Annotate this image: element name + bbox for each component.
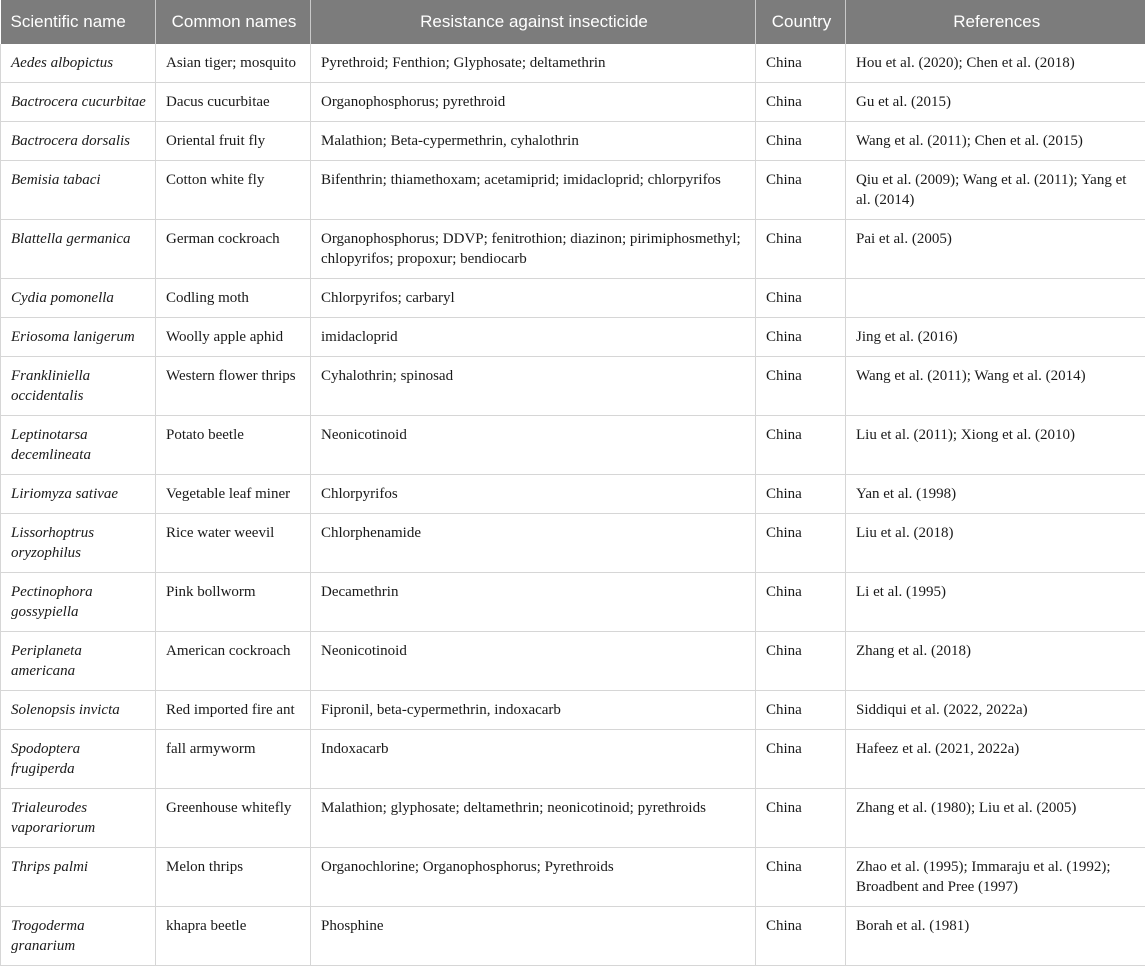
common-name-cell: Dacus cucurbitae	[156, 83, 311, 122]
table-row	[1, 691, 1145, 730]
header-country: Country	[756, 0, 846, 44]
resistance-cell: Malathion; Beta-cypermethrin, cyhalothrin	[311, 122, 756, 161]
resistance-cell: Pyrethroid; Fenthion; Glyphosate; deltamethrin	[311, 44, 756, 83]
common-name-cell: Pink bollworm	[156, 573, 311, 632]
scientific-name-cell: Liriomyza sativae	[1, 475, 156, 514]
scientific-name-cell: Bactrocera cucurbitae	[1, 83, 156, 122]
resistance-cell: Indoxacarb	[311, 730, 756, 789]
references-cell: Wang et al. (2011); Wang et al. (2014)	[846, 357, 1145, 416]
references-cell: Zhang et al. (1980); Liu et al. (2005)	[846, 789, 1145, 848]
resistance-cell: Neonicotinoid	[311, 632, 756, 691]
country-cell: China	[756, 573, 846, 632]
country-cell: China	[756, 632, 846, 691]
table-row	[1, 279, 1145, 318]
scientific-name-cell: Bemisia tabaci	[1, 161, 156, 220]
scientific-name-cell: Periplaneta americana	[1, 632, 156, 691]
references-cell: Pai et al. (2005)	[846, 220, 1145, 279]
references-cell: Wang et al. (2011); Chen et al. (2015)	[846, 122, 1145, 161]
header-references: References	[846, 0, 1145, 44]
table-row	[1, 220, 1145, 279]
country-cell: China	[756, 122, 846, 161]
common-name-cell: Melon thrips	[156, 848, 311, 907]
resistance-cell: Phosphine	[311, 907, 756, 966]
country-cell: China	[756, 907, 846, 966]
references-cell: Qiu et al. (2009); Wang et al. (2011); Yang et al. (2014)	[846, 161, 1145, 220]
common-name-cell: German cockroach	[156, 220, 311, 279]
country-cell: China	[756, 691, 846, 730]
resistance-cell: Organochlorine; Organophosphorus; Pyrethroids	[311, 848, 756, 907]
common-name-cell: fall armyworm	[156, 730, 311, 789]
resistance-cell: Chlorpyrifos	[311, 475, 756, 514]
table-row	[1, 318, 1145, 357]
table-row	[1, 83, 1145, 122]
country-cell: China	[756, 318, 846, 357]
header-row	[1, 0, 1145, 44]
country-cell: China	[756, 279, 846, 318]
header-scientific-name: Scientific name	[1, 0, 156, 44]
scientific-name-cell: Thrips palmi	[1, 848, 156, 907]
references-cell	[846, 279, 1145, 318]
scientific-name-cell: Bactrocera dorsalis	[1, 122, 156, 161]
common-name-cell: Vegetable leaf miner	[156, 475, 311, 514]
country-cell: China	[756, 730, 846, 789]
scientific-name-cell: Eriosoma lanigerum	[1, 318, 156, 357]
common-name-cell: Codling moth	[156, 279, 311, 318]
scientific-name-cell: Frankliniella occidentalis	[1, 357, 156, 416]
scientific-name-cell: Leptinotarsa decemlineata	[1, 416, 156, 475]
table-row	[1, 475, 1145, 514]
table-row	[1, 730, 1145, 789]
references-cell: Liu et al. (2018)	[846, 514, 1145, 573]
common-name-cell: Red imported fire ant	[156, 691, 311, 730]
table-row	[1, 44, 1145, 83]
references-cell: Gu et al. (2015)	[846, 83, 1145, 122]
table-row	[1, 122, 1145, 161]
common-name-cell: Rice water weevil	[156, 514, 311, 573]
common-name-cell: Western flower thrips	[156, 357, 311, 416]
resistance-cell: Organophosphorus; DDVP; fenitrothion; diazinon; pirimiphosmethyl; chlopyrifos; propoxur; bendiocarb	[311, 220, 756, 279]
scientific-name-cell: Pectinophora gossypiella	[1, 573, 156, 632]
country-cell: China	[756, 44, 846, 83]
country-cell: China	[756, 83, 846, 122]
table-row	[1, 848, 1145, 907]
header-resistance: Resistance against insecticide	[311, 0, 756, 44]
scientific-name-cell: Trogoderma granarium	[1, 907, 156, 966]
country-cell: China	[756, 848, 846, 907]
common-name-cell: Potato beetle	[156, 416, 311, 475]
table-body	[1, 44, 1145, 966]
common-name-cell: Woolly apple aphid	[156, 318, 311, 357]
resistance-cell: Decamethrin	[311, 573, 756, 632]
references-cell: Hafeez et al. (2021, 2022a)	[846, 730, 1145, 789]
resistance-cell: Organophosphorus; pyrethroid	[311, 83, 756, 122]
scientific-name-cell: Solenopsis invicta	[1, 691, 156, 730]
references-cell: Yan et al. (1998)	[846, 475, 1145, 514]
scientific-name-cell: Lissorhoptrus oryzophilus	[1, 514, 156, 573]
resistance-cell: imidacloprid	[311, 318, 756, 357]
table-row	[1, 514, 1145, 573]
resistance-cell: Malathion; glyphosate; deltamethrin; neonicotinoid; pyrethroids	[311, 789, 756, 848]
country-cell: China	[756, 475, 846, 514]
common-name-cell: Oriental fruit fly	[156, 122, 311, 161]
references-cell: Borah et al. (1981)	[846, 907, 1145, 966]
country-cell: China	[756, 161, 846, 220]
table-row	[1, 632, 1145, 691]
country-cell: China	[756, 789, 846, 848]
country-cell: China	[756, 220, 846, 279]
scientific-name-cell: Trialeurodes vaporariorum	[1, 789, 156, 848]
header-common-names: Common names	[156, 0, 311, 44]
resistance-cell: Bifenthrin; thiamethoxam; acetamiprid; imidacloprid; chlorpyrifos	[311, 161, 756, 220]
common-name-cell: Greenhouse whitefly	[156, 789, 311, 848]
table-row	[1, 416, 1145, 475]
common-name-cell: American cockroach	[156, 632, 311, 691]
table-row	[1, 357, 1145, 416]
table-row	[1, 161, 1145, 220]
resistance-cell: Neonicotinoid	[311, 416, 756, 475]
scientific-name-cell: Blattella germanica	[1, 220, 156, 279]
common-name-cell: Cotton white fly	[156, 161, 311, 220]
country-cell: China	[756, 416, 846, 475]
table-row	[1, 573, 1145, 632]
references-cell: Zhao et al. (1995); Immaraju et al. (1992); Broadbent and Pree (1997)	[846, 848, 1145, 907]
references-cell: Siddiqui et al. (2022, 2022a)	[846, 691, 1145, 730]
table-row	[1, 789, 1145, 848]
resistance-cell: Chlorphenamide	[311, 514, 756, 573]
references-cell: Li et al. (1995)	[846, 573, 1145, 632]
scientific-name-cell: Aedes albopictus	[1, 44, 156, 83]
references-cell: Liu et al. (2011); Xiong et al. (2010)	[846, 416, 1145, 475]
resistance-cell: Cyhalothrin; spinosad	[311, 357, 756, 416]
references-cell: Hou et al. (2020); Chen et al. (2018)	[846, 44, 1145, 83]
resistance-cell: Chlorpyrifos; carbaryl	[311, 279, 756, 318]
references-cell: Zhang et al. (2018)	[846, 632, 1145, 691]
table-row	[1, 907, 1145, 966]
scientific-name-cell: Spodoptera frugiperda	[1, 730, 156, 789]
references-cell: Jing et al. (2016)	[846, 318, 1145, 357]
scientific-name-cell: Cydia pomonella	[1, 279, 156, 318]
country-cell: China	[756, 357, 846, 416]
resistance-cell: Fipronil, beta-cypermethrin, indoxacarb	[311, 691, 756, 730]
common-name-cell: khapra beetle	[156, 907, 311, 966]
country-cell: China	[756, 514, 846, 573]
common-name-cell: Asian tiger; mosquito	[156, 44, 311, 83]
